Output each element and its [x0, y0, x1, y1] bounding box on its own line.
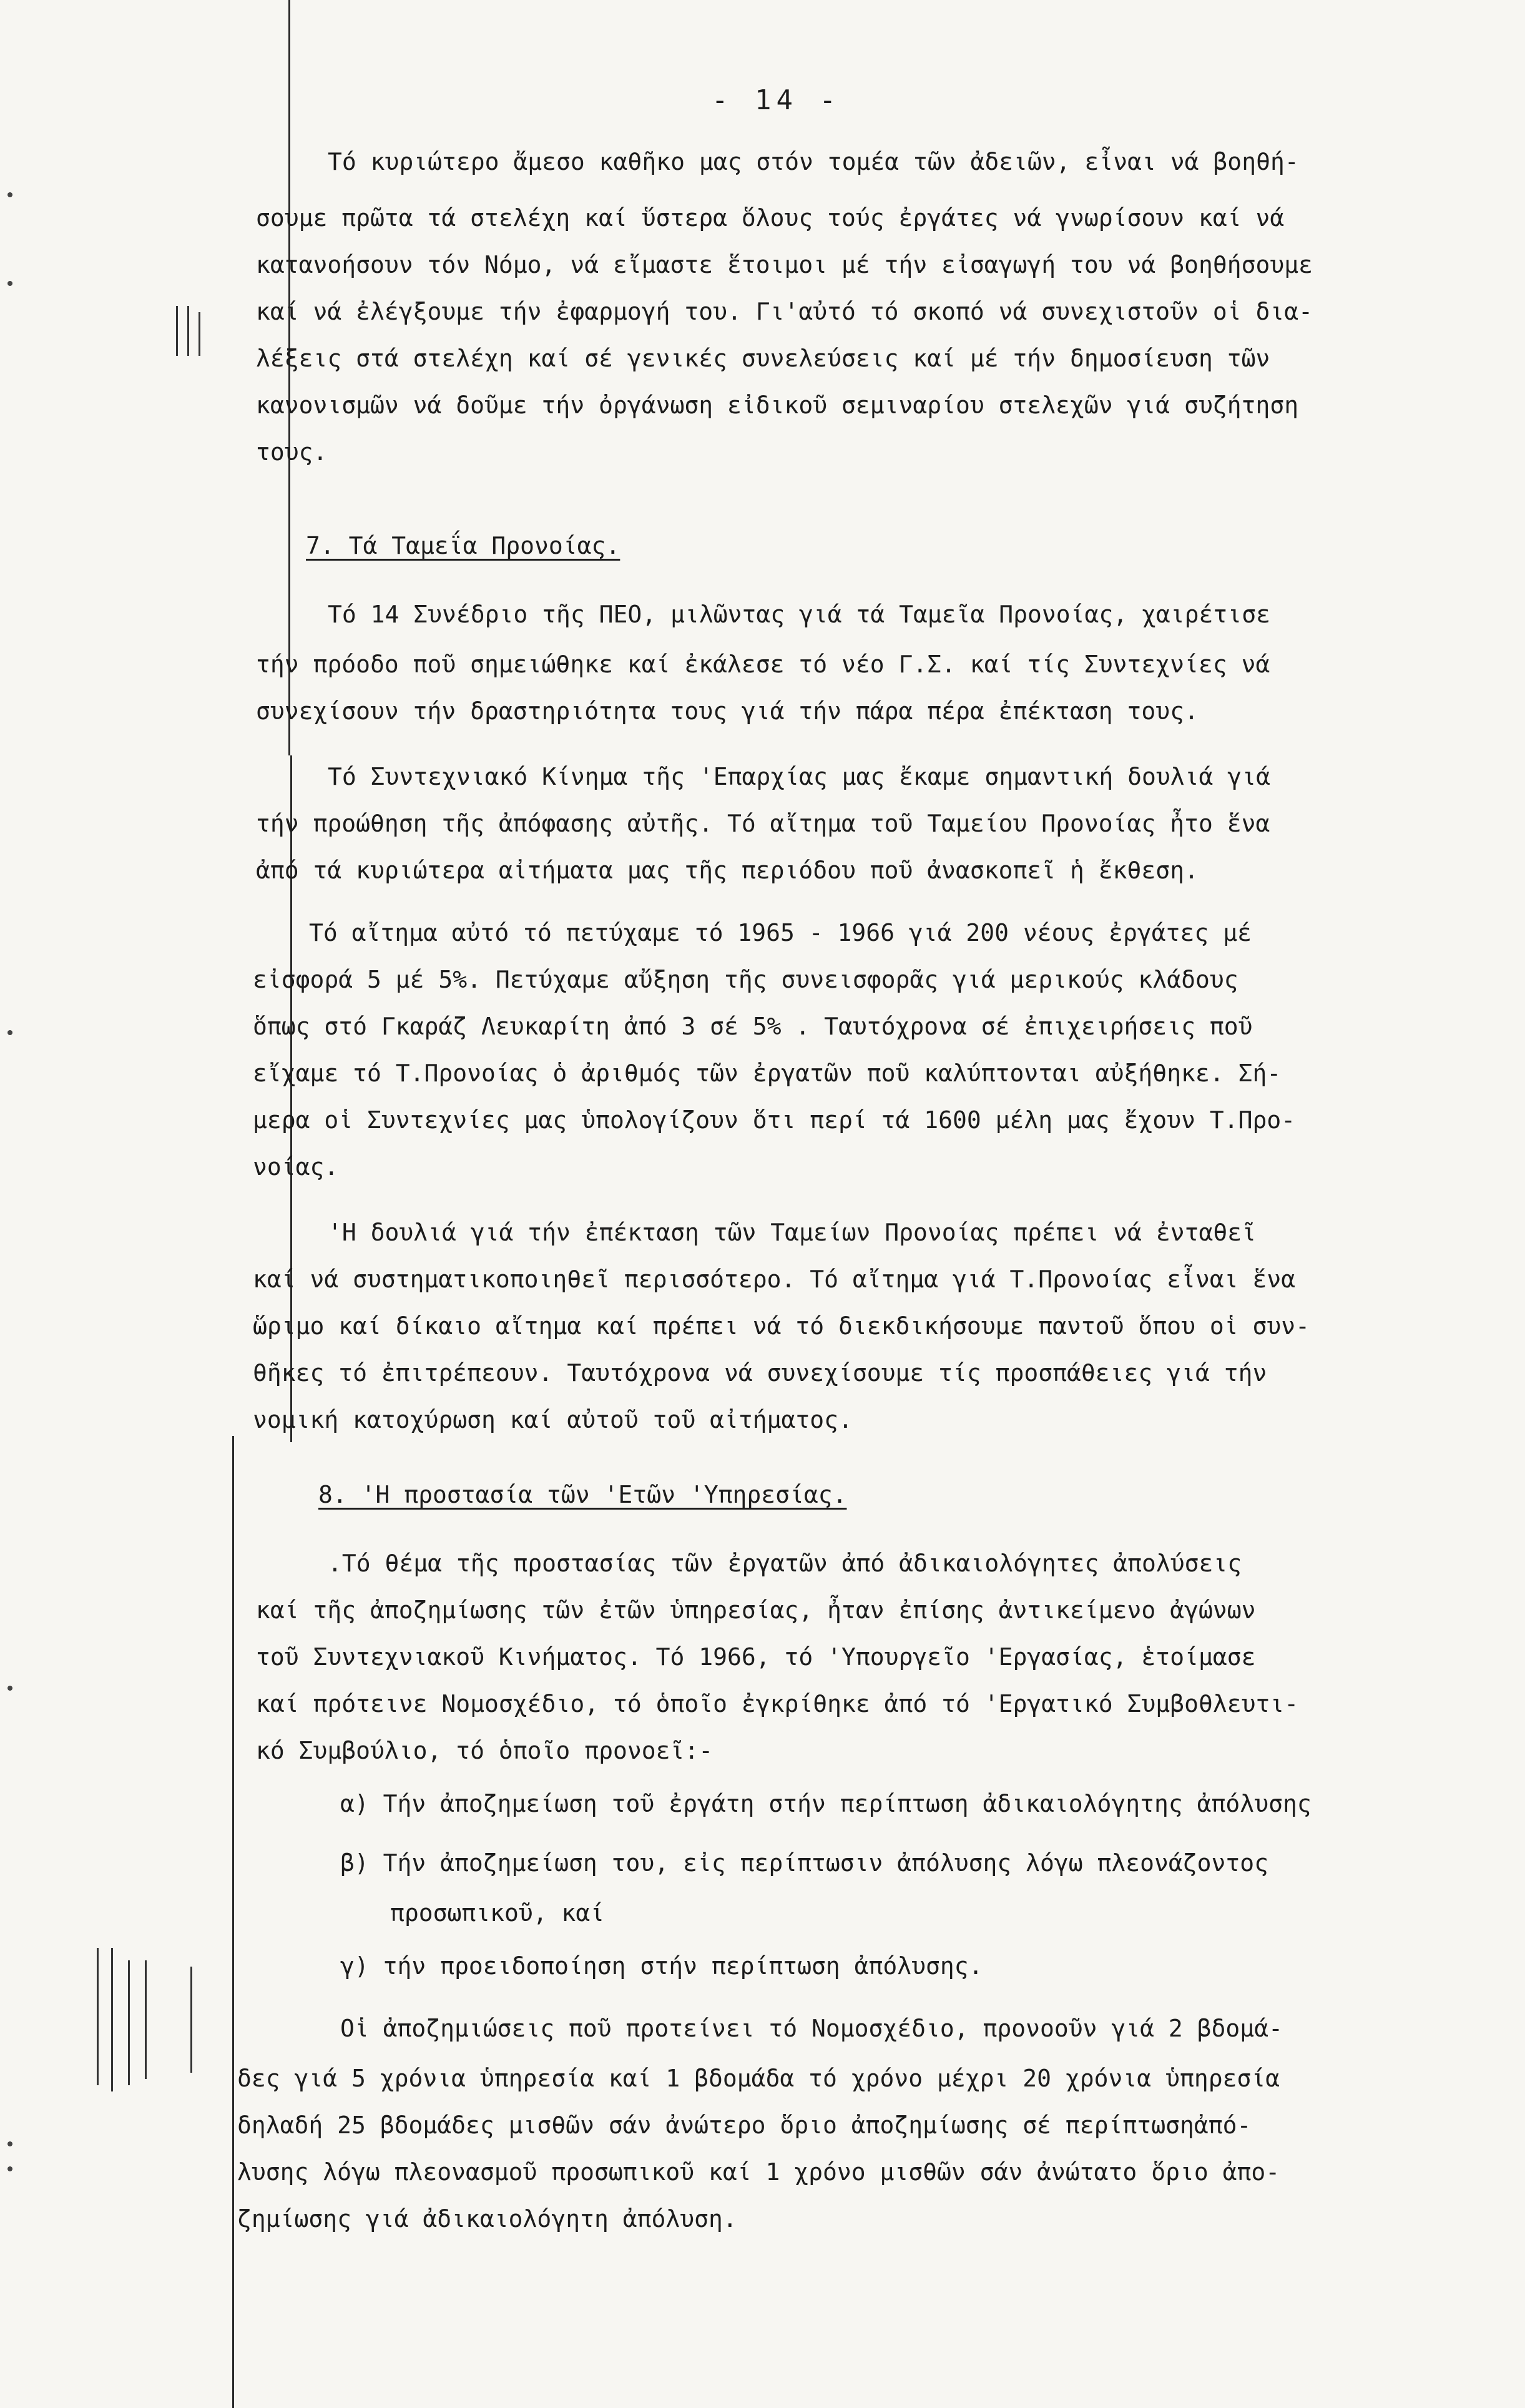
scan-mark — [187, 306, 189, 356]
text-line: καί τῆς ἀποζημίωσης τῶν ἐτῶν ὑπηρεσίας, ἦταν ἐπίσης ἀντικείμενο ἀγώνων — [256, 1596, 1256, 1624]
text-line: ἀπό τά κυριώτερα αἰτήματα μας τῆς περιόδου ποῦ ἀνασκοπεῖ ἡ ἔκθεση. — [256, 857, 1199, 884]
text-line: συνεχίσουν τήν δραστηριότητα τους γιά τήν πάρα πέρα ἐπέκταση τους. — [256, 697, 1199, 725]
scan-mark — [97, 1948, 99, 2085]
text-line: κατανοήσουν τόν Νόμο, νά εἴμαστε ἕτοιμοι μέ τήν εἰσαγωγή του νά βοηθήσουμε — [256, 251, 1313, 278]
text-line: καί νά ἐλέγξουμε τήν ἐφαρμογή του. Γι'αὐτό τό σκοπό νά συνεχιστοῦν οἱ δια- — [256, 298, 1313, 325]
text-line: εἴχαμε τό Τ.Προνοίας ὁ ἀριθμός τῶν ἐργατῶν ποῦ καλύπτονται αὐξήθηκε. Σή- — [253, 1059, 1282, 1087]
text-line: τήν προώθηση τῆς ἀπόφασης αὐτῆς. Τό αἴτημα τοῦ Ταμείου Προνοίας ἦτο ἕνα — [256, 810, 1270, 837]
text-line: καί νά συστηματικοποιηθεῖ περισσότερο. Τό αἴτημα γιά Τ.Προνοίας εἶναι ἕνα — [253, 1265, 1296, 1293]
scan-dot — [7, 2141, 12, 2146]
scan-mark — [145, 1960, 147, 2079]
text-line: θῆκες τό ἐπιτρέπεουν. Ταυτόχρονα νά συνεχίσουμε τίς προσπάθειες γιά τήν — [253, 1359, 1267, 1387]
section-8-heading: 8. 'Η προστασία τῶν 'Ετῶν 'Υπηρεσίας. — [318, 1481, 847, 1508]
section-7-heading: 7. Τά Ταμεΐα Προνοίας. — [306, 532, 620, 559]
scan-mark — [128, 1960, 130, 2085]
list-item-b-continued: προσωπικοῦ, καί — [390, 1899, 605, 1927]
text-line: καί πρότεινε Νομοσχέδιο, τό ὁποῖο ἐγκρίθηκε ἀπό τό 'Εργατικό Συμβοθλευτι- — [256, 1690, 1299, 1718]
scan-mark — [190, 1967, 192, 2073]
text-line: τήν πρόοδο ποῦ σημειώθηκε καί ἐκάλεσε τό νέο Γ.Σ. καί τίς Συντεχνίες νά — [256, 651, 1270, 678]
text-line: λυσης λόγω πλεονασμοῦ προσωπικοῦ καί 1 χρόνο μισθῶν σάν ἀνώτατο ὅριο ἀπο- — [237, 2158, 1280, 2186]
text-line: εἰσφορά 5 μέ 5%. Πετύχαμε αὔξηση τῆς συνεισφορᾶς γιά μερικούς κλάδους — [253, 966, 1238, 993]
text-line: Τό Συντεχνιακό Κίνημα τῆς 'Επαρχίας μας ἔκαμε σημαντική δουλιά γιά — [328, 763, 1270, 790]
text-line: Τό κυριώτερο ἄμεσο καθῆκο μας στόν τομέα τῶν ἀδειῶν, εἶναι νά βοηθή- — [328, 148, 1299, 175]
scan-dot — [7, 2166, 12, 2171]
page-number: - 14 - — [712, 84, 841, 116]
text-line: Οἱ ἀποζημιώσεις ποῦ προτείνει τό Νομοσχέδιο, προνοοῦν γιά 2 βδομά- — [340, 2015, 1283, 2042]
list-item-a: α) Τήν ἀποζημείωση τοῦ ἐργάτη στήν περίπτωση ἀδικαιολόγητης ἀπόλυσης — [340, 1790, 1312, 1817]
text-line: τους. — [256, 438, 328, 466]
scan-dot — [7, 281, 12, 286]
text-line: ὅπως στό Γκαράζ Λευκαρίτη ἀπό 3 σέ 5% . Ταυτόχρονα σέ ἐπιχειρήσεις ποῦ — [253, 1013, 1253, 1040]
text-line: λέξεις στά στελέχη καί σέ γενικές συνελεύσεις καί μέ τήν δημοσίευση τῶν — [256, 345, 1270, 372]
text-line: τοῦ Συντεχνιακοῦ Κινήματος. Τό 1966, τό 'Υπουργεῖο 'Εργασίας, ἑτοίμασε — [256, 1643, 1256, 1671]
scan-mark — [199, 312, 200, 356]
scan-dot — [7, 1030, 12, 1035]
list-item-b: β) Τήν ἀποζημείωση του, εἰς περίπτωσιν ἀπόλυσης λόγω πλεονάζοντος — [340, 1849, 1269, 1877]
scan-dot — [7, 1686, 12, 1691]
text-line: ὥριμο καί δίκαιο αἴτημα καί πρέπει νά τό διεκδικήσουμε παντοῦ ὅπου οἱ συν- — [253, 1312, 1310, 1340]
text-line: Τό αἴτημα αὐτό τό πετύχαμε τό 1965 - 1966 γιά 200 νέους ἐργάτες μέ — [309, 919, 1252, 946]
scan-dot — [7, 192, 12, 197]
list-item-c: γ) τήν προειδοποίηση στήν περίπτωση ἀπόλυσης. — [340, 1952, 983, 1980]
text-line: σουμε πρῶτα τά στελέχη καί ὕστερα ὅλους τούς ἐργάτες νά γνωρίσουν καί νά — [256, 204, 1285, 232]
text-line: νοίας. — [253, 1153, 339, 1181]
text-line: κό Συμβούλιο, τό ὁποῖο προνοεῖ:- — [256, 1737, 713, 1764]
margin-rule — [288, 0, 290, 755]
text-line: .Τό θέμα τῆς προστασίας τῶν ἐργατῶν ἀπό ἀδικαιολόγητες ἀπολύσεις — [328, 1550, 1242, 1577]
text-line: 'Η δουλιά γιά τήν ἐπέκταση τῶν Ταμείων Προνοίας πρέπει νά ἐνταθεῖ — [328, 1219, 1257, 1246]
text-line: Τό 14 Συνέδριο τῆς ΠΕΟ, μιλῶντας γιά τά Ταμεῖα Προνοίας, χαιρέτισε — [328, 601, 1270, 628]
text-line: νομική κατοχύρωση καί αὐτοῦ τοῦ αἰτήματος. — [253, 1406, 853, 1433]
text-line: δηλαδή 25 βδομάδες μισθῶν σάν ἀνώτερο ὅριο ἀποζημίωσης σέ περίπτωσηἀπό- — [237, 2111, 1252, 2139]
scan-mark — [176, 306, 178, 356]
text-line: ζημίωσης γιά ἀδικαιολόγητη ἀπόλυση. — [237, 2205, 737, 2233]
text-line: δες γιά 5 χρόνια ὑπηρεσία καί 1 βδομάδα τό χρόνο μέχρι 20 χρόνια ὑπηρεσία — [237, 2065, 1280, 2092]
text-line: κανονισμῶν νά δοῦμε τήν ὀργάνωση εἰδικοῦ σεμιναρίου στελεχῶν γιά συζήτηση — [256, 391, 1299, 419]
text-line: μερα οἱ Συντεχνίες μας ὑπολογίζουν ὅτι περί τά 1600 μέλη μας ἔχουν Τ.Προ- — [253, 1106, 1296, 1134]
margin-rule — [232, 1436, 234, 2408]
scan-mark — [111, 1948, 113, 2091]
